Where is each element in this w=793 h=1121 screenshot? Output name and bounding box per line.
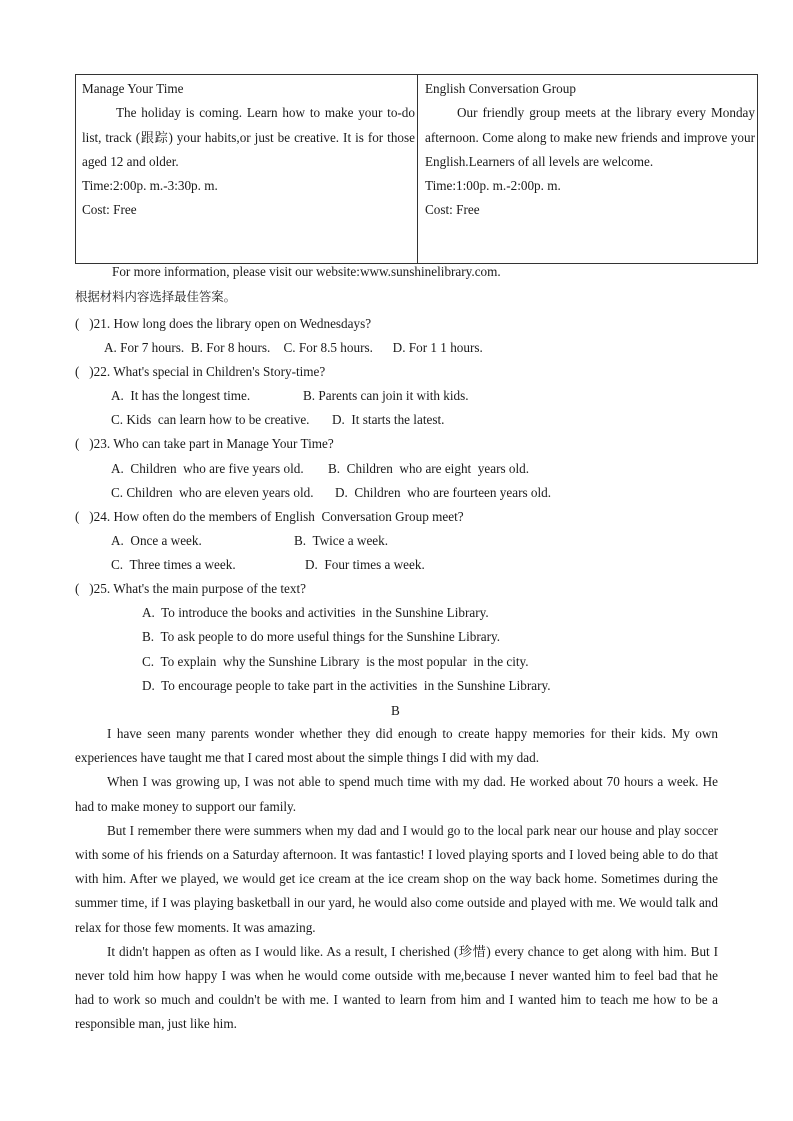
activity-description: The holiday is coming. Learn how to make your to-do list, track (跟踪) your habits,or just be creative. It is for those aged 12 and older. bbox=[82, 105, 415, 169]
question-25-option-a: A. To introduce the books and activities in the Sunshine Library. bbox=[142, 605, 489, 620]
section-label: B bbox=[391, 703, 400, 718]
question-23-option-c: C. Children who are eleven years old. bbox=[111, 485, 314, 500]
passage-paragraph: When I was growing up, I was not able to spend much time with my dad. He worked about 70 hours a week. He had to make money to support our family. bbox=[75, 774, 718, 814]
activity-title: Manage Your Time bbox=[82, 81, 184, 96]
question-25-option-b: B. To ask people to do more useful things for the Sunshine Library. bbox=[142, 629, 501, 644]
instruction-text: 根据材料内容选择最佳答案。 bbox=[75, 289, 237, 304]
activity-time: Time:1:00p. m.-2:00p. m. bbox=[425, 178, 561, 194]
question-23-option-d: D. Children who are fourteen years old. bbox=[335, 485, 552, 500]
question-24-option-c: C. Three times a week. bbox=[111, 557, 236, 572]
passage-paragraph: I have seen many parents wonder whether they did enough to create happy memories for their kids. My own experiences have taught me that I cared most about the simple things I did with my dad. bbox=[75, 726, 718, 766]
question-24-option-d: D. Four times a week. bbox=[305, 557, 425, 572]
question-22-stem: ( )22. What's special in Children's Story-time? bbox=[75, 364, 326, 379]
question-22-option-b: B. Parents can join it with kids. bbox=[303, 388, 469, 403]
question-23-option-b: B. Children who are eight years old. bbox=[328, 461, 530, 476]
activity-cost: Cost: Free bbox=[425, 202, 480, 218]
question-22-option-d: D. It starts the latest. bbox=[332, 412, 445, 427]
reading-passage bbox=[75, 722, 718, 1037]
question-22-option-c: C. Kids can learn how to be creative. bbox=[111, 412, 310, 427]
question-21-stem: ( )21. How long does the library open on Wednesdays? bbox=[75, 316, 372, 331]
activity-title: English Conversation Group bbox=[425, 81, 576, 96]
passage-paragraph: It didn't happen as often as I would like. As a result, I cherished (珍惜) every chance to get along with him. But I never told him how happy I was when he would come outside with me,because I never wanted him to feel bad that he had to work so much and couldn't be with me. I wanted to learn from him and I wanted him to teach me how to be a responsible man, just like him. bbox=[75, 943, 718, 1032]
question-25-option-c: C. To explain why the Sunshine Library is the most popular in the city. bbox=[142, 654, 529, 669]
activity-description: Our friendly group meets at the library every Monday afternoon. Come along to make new friends and improve your English.Learners of all levels are welcome. bbox=[425, 105, 755, 169]
question-24-option-a: A. Once a week. bbox=[111, 533, 202, 548]
question-24-stem: ( )24. How often do the members of English Conversation Group meet? bbox=[75, 509, 464, 524]
question-24-option-b: B. Twice a week. bbox=[294, 533, 389, 548]
activity-manage-your-time bbox=[76, 75, 418, 263]
question-21-options: A. For 7 hours. B. For 8 hours. C. For 8.5 hours. D. For 1 1 hours. bbox=[104, 340, 483, 355]
activity-time: Time:2:00p. m.-3:30p. m. bbox=[82, 178, 218, 194]
activity-english-conversation-group bbox=[418, 75, 757, 263]
activity-cost: Cost: Free bbox=[82, 202, 137, 218]
question-25-stem: ( )25. What's the main purpose of the text? bbox=[75, 581, 307, 596]
question-22-option-a: A. It has the longest time. bbox=[111, 388, 251, 403]
activity-table bbox=[75, 74, 758, 264]
website-note: For more information, please visit our website:www.sunshinelibrary.com. bbox=[112, 264, 501, 279]
question-23-option-a: A. Children who are five years old. bbox=[111, 461, 304, 476]
question-23-stem: ( )23. Who can take part in Manage Your Time? bbox=[75, 436, 334, 451]
question-25-option-d: D. To encourage people to take part in the activities in the Sunshine Library. bbox=[142, 678, 551, 693]
passage-paragraph: But I remember there were summers when my dad and I would go to the local park near our house and play soccer with some of his friends on a Saturday afternoon. It was fantastic! I loved playing sports and I loved being able to do that with him. After we played, we would get ice cream at the ice cream shop on the way back home. Sometimes during the summer time, if I was playing basketball in our yard, he would also come outside and played with me. We would talk and relax for those few moments. It was amazing. bbox=[75, 822, 718, 935]
